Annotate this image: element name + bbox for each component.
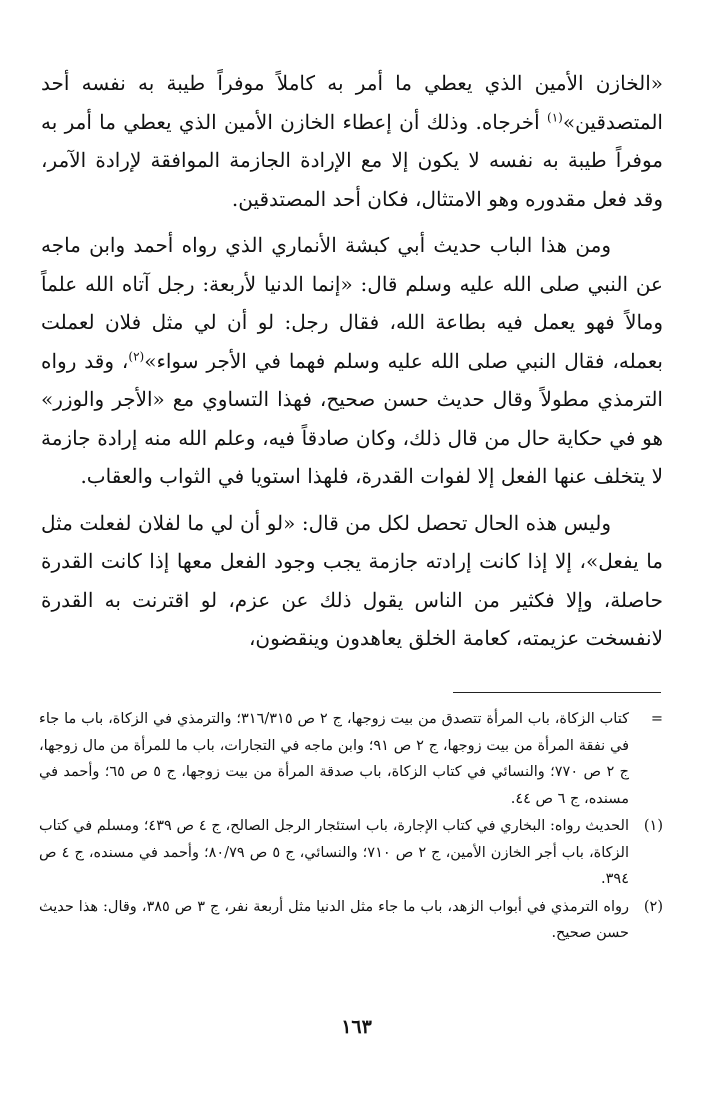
footnote-marker: (٢) <box>643 898 663 915</box>
paragraph-2-text-a: ومن هذا الباب حديث أبي كبشة الأنماري الذي رواه أحمد وابن ماجه عن النبي صلى الله عليه وسلم قال: «إنما الدنيا لأربعة: رجل آتاه الله علماً ومالاً فهو يعمل فيه بطاعة الله، فقال رجل: لو أن لي مثل فلان لعملت بعمله، فقال النبي صلى الله عليه وسلم فهما في الأجر سواء» <box>41 233 663 373</box>
paragraph-3 <box>41 504 663 658</box>
paragraph-2-text-b: ، وقد رواه الترمذي مطولاً وقال حديث حسن صحيح، فهذا التساوي مع «الأجر والوزر» هو في حكاية حال من قال ذلك، وكان صادقاً فيه، وعلم الله منه إرادة جازمة لا يتخلف عنها الفعل إلا لفوات القدرة، فلهذا استويا في الثواب والعقاب. <box>41 348 663 488</box>
paragraph-3-text: وليس هذه الحال تحصل لكل من قال: «لو أن لي ما لفلان لفعلت مثل ما يفعل»، إلا إذا كانت إرادته جازمة يجب وجود الفعل معها إذا كانت القدرة حاصلة، وإلا فكثير من الناس يقول ذلك عن عزم، لو اقترنت به القدرة لانفسخت عزيمته، كعامة الخلق يعاهدون وينقضون، <box>41 510 663 650</box>
footnote-marker: (١) <box>643 818 663 834</box>
footnote-marker: = <box>650 711 663 727</box>
footnote-2 <box>39 894 663 947</box>
footnote-text: كتاب الزكاة، باب المرأة تتصدق من بيت زوجها، ج ٢ ص ٣١٦/٣١٥؛ والترمذي في الزكاة، باب ما جاء في نفقة المرأة من بيت زوجها، ج ٢ ص ٩١؛ وابن ماجه في التجارات، باب ما للمرأة من مال زوجها، ج ٢ ص ٧٧٠؛ والنسائي في كتاب الزكاة، باب صدقة المرأة من بيت زوجها، ج ٥ ص ٦٥؛ وأحمد في مسنده، ج ٦ ص ٤٤. <box>39 711 630 807</box>
main-text <box>41 64 663 666</box>
footnote-text: رواه الترمذي في أبواب الزهد، باب ما جاء مثل الدنيا مثل أربعة نفر، ج ٣ ص ٣٨٥، وقال: هذا حديث حسن صحيح. <box>39 898 630 941</box>
paragraph-1 <box>41 64 663 218</box>
footnote-text: الحديث رواه: البخاري في كتاب الإجارة، باب استئجار الرجل الصالح، ج ٤ ص ٤٣٩؛ ومسلم في كتاب الزكاة، باب أجر الخازن الأمين، ج ٢ ص ٧١٠؛ والنسائي، ج ٥ ص ٨٠/٧٩؛ وأحمد في مسنده، ج ٤ ص ٣٩٤. <box>39 818 630 887</box>
paragraph-2 <box>41 226 663 496</box>
footnote-ref-1[interactable]: (١) <box>547 109 563 124</box>
page-number: ١٦٣ <box>341 1016 372 1038</box>
footnote-separator <box>453 692 661 693</box>
footnote-1 <box>39 813 663 893</box>
paragraph-1-text-a: «الخازن الأمين الذي يعطي ما أمر به كاملاً موفراً طيبة به نفسه أحد المتصدقين» <box>41 71 663 134</box>
footnote-ref-2[interactable]: (٢) <box>128 348 145 363</box>
footnote-continued <box>39 706 663 812</box>
paragraph-1-text-b: أخرجاه. وذلك أن إعطاء الخازن الأمين الذي يعطي ما أمر به موفراً طيبة به نفسه لا يكون إلا مع الإرادة الجازمة الموافقة لإرادة الآمر، وقد فعل مقدوره وهو الامتثال، فكان أحد المصتدقين. <box>41 109 663 211</box>
footnotes <box>39 706 663 948</box>
